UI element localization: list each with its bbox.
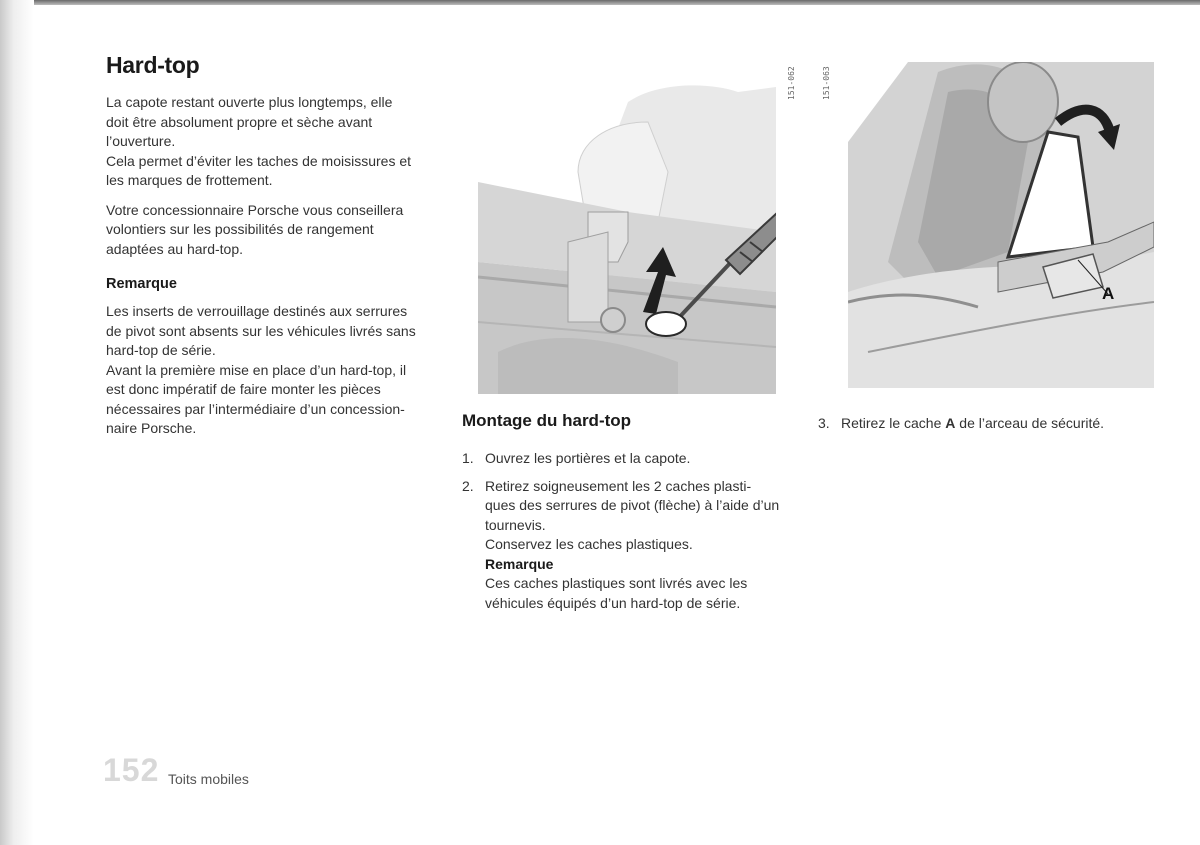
step-number: 1. (462, 450, 474, 466)
step-item (462, 449, 802, 469)
dealer-paragraph (106, 201, 446, 260)
step-item (818, 414, 1158, 434)
text-line: Ces caches plastiques sont livrés avec les (485, 575, 748, 591)
text-line: volontiers sur les possibilités de rangement (106, 221, 374, 237)
step-number: 2. (462, 477, 474, 494)
text-line: Conservez les caches plastiques. (485, 536, 693, 552)
note-heading: Remarque (106, 276, 177, 292)
text-line: l’ouverture. (106, 133, 176, 149)
steps-list (462, 449, 802, 613)
text-line: hard-top de série. (106, 342, 216, 358)
text-line: Votre concessionnaire Porsche vous conseillera (106, 201, 404, 218)
figure-rollbar-cover (848, 62, 1154, 388)
text-line: est donc impératif de faire monter les pièces (106, 381, 381, 397)
figure-label-a: A (1102, 284, 1115, 303)
section-name: Toits mobiles (168, 771, 249, 787)
text-line: Retirez soigneusement les 2 caches plasti- (485, 477, 752, 494)
page-title: Hard-top (106, 52, 200, 78)
text-line: La capote restant ouverte plus longtemps, elle (106, 94, 393, 110)
step-text-bold: A (945, 415, 956, 431)
step-text: Ouvrez les portières et la capote. (485, 450, 691, 466)
screwdriver-illustration (478, 62, 776, 394)
text-line: les marques de frottement. (106, 172, 273, 188)
left-column (106, 52, 446, 439)
figure-screwdriver (478, 62, 776, 394)
text-line: Les inserts de verrouillage destinés aux serrures (106, 303, 408, 319)
note-heading: Remarque (485, 555, 554, 572)
figure-code: 151-063 (822, 66, 831, 100)
figure-code: 151-062 (787, 66, 796, 100)
text-line: Cela permet d’éviter les taches de moisissures et (106, 152, 412, 169)
text-line: véhicules équipés d’un hard-top de série. (485, 594, 741, 611)
section-title: Montage du hard-top (462, 411, 632, 430)
step-text: Retirez le cache (841, 415, 946, 431)
intro-paragraph (106, 93, 446, 191)
page-number: 152 (103, 752, 160, 788)
page-binding-edge (0, 0, 34, 845)
step-text: de l’arceau de sécurité. (955, 415, 1105, 431)
page-top-edge (0, 0, 1200, 5)
rollbar-illustration (848, 62, 1154, 388)
steps-list (818, 414, 1158, 434)
text-line: nécessaires par l’intermédiaire d’un concession- (106, 400, 405, 417)
text-line: ques des serrures de pivot (flèche) à l’aide d’un (485, 497, 780, 513)
step-item (462, 477, 802, 614)
text-line: tournevis. (485, 516, 546, 533)
text-line: naire Porsche. (106, 420, 197, 436)
step-number: 3. (818, 415, 830, 431)
text-line: Avant la première mise en place d’un hard-top, il (106, 361, 407, 378)
middle-column (462, 411, 802, 613)
text-line: adaptées au hard-top. (106, 240, 243, 257)
right-column (818, 414, 1158, 434)
note-paragraph (106, 302, 446, 439)
text-line: de pivot sont absents sur les véhicules livrés sans (106, 322, 416, 339)
text-line: doit être absolument propre et sèche avant (106, 113, 373, 130)
